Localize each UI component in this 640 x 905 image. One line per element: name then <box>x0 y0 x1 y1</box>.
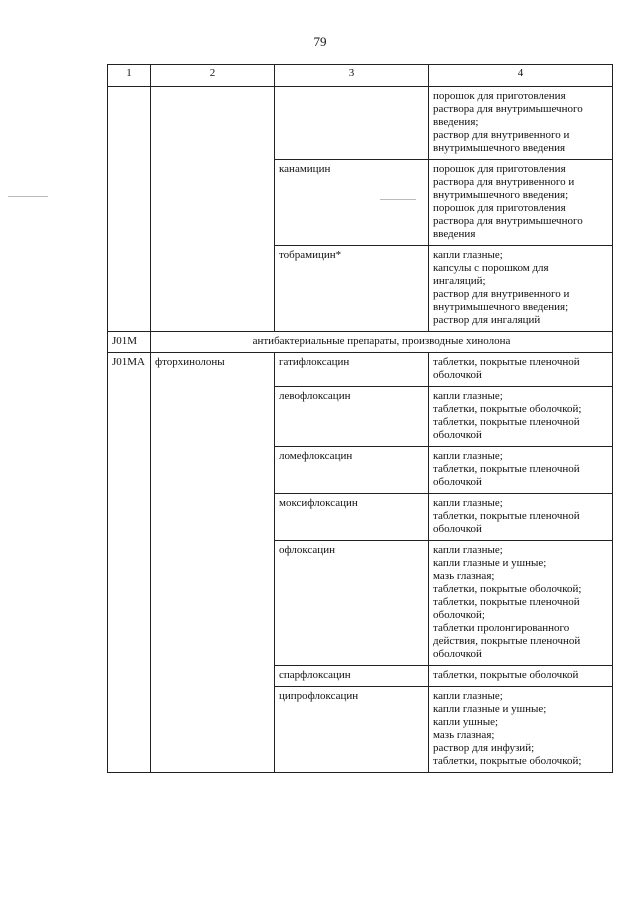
form-line: таблетки, покрытые пленочной <box>433 356 580 368</box>
code-cell <box>108 87 151 332</box>
form-line: таблетки пролонгированного <box>433 622 570 634</box>
form-line: оболочкой; <box>433 609 485 621</box>
drug-cell: левофлоксацин <box>275 387 429 447</box>
form-line: ингаляций; <box>433 275 486 287</box>
form-line: капли глазные; <box>433 544 503 556</box>
forms-cell <box>429 666 613 687</box>
form-line: введения; <box>433 116 479 128</box>
form-line: оболочкой <box>433 476 482 488</box>
table-row <box>108 87 613 160</box>
forms-cell <box>429 687 613 773</box>
forms-cell <box>429 160 613 246</box>
form-line: таблетки, покрытые пленочной <box>433 463 580 475</box>
group-code: J01MA <box>108 353 151 773</box>
form-line: таблетки, покрытые оболочкой <box>433 669 579 681</box>
forms-cell <box>429 494 613 541</box>
form-line: порошок для приготовления <box>433 202 566 214</box>
drug-table <box>107 64 613 773</box>
drug-cell: моксифлоксацин <box>275 494 429 541</box>
forms-cell <box>429 541 613 666</box>
drug-cell: офлоксацин <box>275 541 429 666</box>
form-line: капли глазные; <box>433 497 503 509</box>
form-line: раствор для внутривенного и <box>433 129 570 141</box>
form-line: таблетки, покрытые пленочной <box>433 510 580 522</box>
form-line: капли глазные; <box>433 249 503 261</box>
drug-cell <box>275 87 429 160</box>
form-line: порошок для приготовления <box>433 90 566 102</box>
form-line: оболочкой <box>433 523 482 535</box>
forms-cell <box>429 387 613 447</box>
form-line: таблетки, покрытые оболочкой; <box>433 403 582 415</box>
form-line: раствора для внутривенного и <box>433 176 575 188</box>
form-line: капли глазные; <box>433 690 503 702</box>
drug-cell: канамицин <box>275 160 429 246</box>
forms-cell <box>429 353 613 387</box>
group-name: фторхинолоны <box>151 353 275 773</box>
forms-cell <box>429 246 613 332</box>
form-line: капсулы с порошком для <box>433 262 549 274</box>
form-line: внутримышечного введения; <box>433 301 569 313</box>
page-number: 79 <box>313 34 327 49</box>
form-line: раствора для внутримышечного <box>433 215 583 227</box>
form-line: внутримышечного введения <box>433 142 566 154</box>
table-header-row <box>108 65 613 87</box>
form-line: капли глазные и ушные; <box>433 703 547 715</box>
table-row <box>108 353 613 387</box>
drug-cell: ломефлоксацин <box>275 447 429 494</box>
form-line: таблетки, покрытые пленочной <box>433 596 580 608</box>
form-line: капли глазные и ушные; <box>433 557 547 569</box>
form-line: капли глазные; <box>433 450 503 462</box>
group-name-cell <box>151 87 275 332</box>
column-header: 1 <box>108 65 151 87</box>
group-code: J01M <box>108 332 151 353</box>
form-line: действия, покрытые пленочной <box>433 635 581 647</box>
forms-cell <box>429 87 613 160</box>
form-line: введения <box>433 228 476 240</box>
column-header: 2 <box>151 65 275 87</box>
scan-artifact <box>8 196 48 197</box>
group-title: антибактериальные препараты, производные хинолона <box>151 332 613 353</box>
form-line: таблетки, покрытые оболочкой; <box>433 755 582 767</box>
drug-cell: тобрамицин* <box>275 246 429 332</box>
form-line: мазь глазная; <box>433 729 495 741</box>
form-line: раствор для инфузий; <box>433 742 535 754</box>
form-line: порошок для приготовления <box>433 163 566 175</box>
form-line: внутримышечного введения; <box>433 189 569 201</box>
form-line: раствора для внутримышечного <box>433 103 583 115</box>
column-header: 4 <box>429 65 613 87</box>
column-header: 3 <box>275 65 429 87</box>
form-line: таблетки, покрытые пленочной <box>433 416 580 428</box>
form-line: оболочкой <box>433 648 482 660</box>
form-line: раствор для внутривенного и <box>433 288 570 300</box>
form-line: мазь глазная; <box>433 570 495 582</box>
form-line: раствор для ингаляций <box>433 314 541 326</box>
form-line: капли глазные; <box>433 390 503 402</box>
drug-cell: гатифлоксацин <box>275 353 429 387</box>
group-header-row <box>108 332 613 353</box>
form-line: оболочкой <box>433 369 482 381</box>
form-line: оболочкой <box>433 429 482 441</box>
drug-cell: ципрофлоксацин <box>275 687 429 773</box>
drug-cell: спарфлоксацин <box>275 666 429 687</box>
form-line: капли ушные; <box>433 716 499 728</box>
forms-cell <box>429 447 613 494</box>
form-line: таблетки, покрытые оболочкой; <box>433 583 582 595</box>
